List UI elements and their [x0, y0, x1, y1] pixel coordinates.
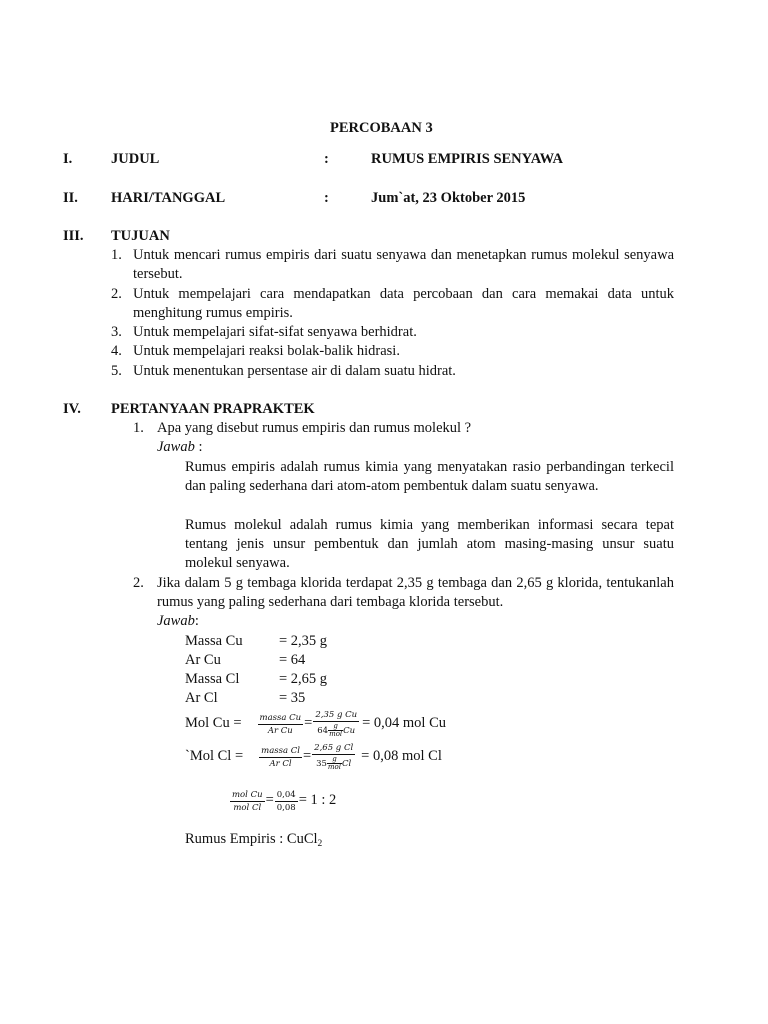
list-item: Untuk mempelajari cara mendapatkan data percobaan dan cara memakai data untuk menghitung rumus empiris.	[133, 286, 674, 322]
section-value: RUMUS EMPIRIS SENYAWA	[371, 151, 564, 167]
fraction-numerator: mol Cu	[232, 789, 263, 800]
answer-paragraph: Rumus molekul adalah rumus kimia yang memberikan informasi secara tepat tentang jenis unsur pembentuk dan jumlah atom masing-masing unsur suatu molekul senyawa.	[185, 517, 674, 572]
denominator-element: Cl	[342, 759, 352, 769]
equation-ratio	[230, 786, 336, 816]
denominator-number: 35	[316, 759, 327, 769]
equation-result: = 0,08 mol Cl	[361, 748, 442, 765]
section-colon: :	[324, 190, 329, 206]
empirical-formula	[185, 830, 322, 854]
unit-denominator: mol	[329, 730, 343, 738]
equation-result: = 0,04 mol Cu	[362, 715, 446, 732]
data-value: = 64	[279, 652, 306, 668]
section-label: HARI/TANGGAL	[111, 190, 226, 206]
fraction-denominator	[312, 755, 355, 771]
fraction	[230, 790, 265, 813]
equation-lhs: Mol Cu =	[185, 715, 242, 732]
fraction-denominator: mol Cl	[233, 802, 262, 813]
jawab-label	[157, 612, 199, 631]
question-number: 1.	[133, 420, 144, 436]
question-text: Jika dalam 5 g tembaga klorida terdapat 2,35 g tembaga dan 2,65 g klorida, tentukanlah rumus yang paling sederhana dari tembaga klorida tersebut.	[157, 575, 674, 611]
section-colon: :	[324, 151, 329, 167]
denominator-element: Cu	[343, 726, 356, 736]
list-item: Untuk mempelajari reaksi bolak-balik hidrasi.	[133, 343, 400, 359]
list-number: 3.	[111, 324, 122, 340]
fraction	[312, 743, 355, 771]
unit-fraction	[328, 723, 343, 738]
section-label: JUDUL	[111, 151, 160, 167]
unit-fraction	[327, 756, 342, 771]
question-number: 2.	[133, 575, 144, 591]
equation-result: = 1 : 2	[298, 792, 337, 809]
page-title: PERCOBAAN 3	[330, 120, 433, 136]
list-number: 4.	[111, 343, 122, 359]
fraction-numerator: 2,65 g Cl	[314, 743, 354, 753]
list-number: 1.	[111, 247, 122, 263]
list-item: Untuk menentukan persentase air di dalam suatu hidrat.	[133, 363, 456, 379]
jawab-word: Jawab	[157, 439, 195, 455]
list-number: 5.	[111, 363, 122, 379]
fraction-numerator: massa Cl	[261, 745, 300, 756]
equation-lhs: `Mol Cl =	[185, 748, 244, 765]
data-value: = 2,35 g	[279, 633, 328, 649]
jawab-colon: :	[194, 439, 203, 455]
equation-mol-cu	[185, 708, 446, 740]
unit-numerator: g	[328, 723, 343, 731]
section-value: Jum`at, 23 Oktober 2015	[371, 190, 526, 206]
section-number: III.	[63, 228, 84, 244]
section-number: I.	[63, 151, 73, 167]
fraction	[275, 790, 298, 813]
data-label: Massa Cl	[185, 671, 240, 687]
answer-paragraph: Rumus empiris adalah rumus kimia yang menyatakan rasio perbandingan terkecil dan paling sederhana dari atom-atom pembentuk dalam suatu senyawa.	[185, 459, 674, 495]
jawab-label	[157, 438, 203, 457]
section-number: II.	[63, 190, 78, 206]
jawab-colon: :	[194, 613, 199, 629]
section-number: IV.	[63, 401, 81, 417]
fraction-numerator: massa Cu	[259, 712, 302, 723]
fraction-numerator: 2,35 g Cu	[315, 710, 358, 720]
data-value: = 35	[279, 690, 306, 706]
data-label: Massa Cu	[185, 633, 243, 649]
list-item: Untuk mempelajari sifat-sifat senyawa berhidrat.	[133, 324, 417, 340]
denominator-number: 64	[317, 726, 329, 736]
equals-sign: =	[265, 792, 274, 809]
equals-sign: =	[302, 748, 312, 765]
fraction-denominator: Ar Cu	[267, 725, 293, 736]
equation-mol-cl	[185, 741, 442, 773]
fraction-numerator: 0,04	[276, 789, 296, 800]
data-label: Ar Cu	[185, 652, 221, 668]
list-item: Untuk mencari rumus empiris dari suatu senyawa dan menetapkan rumus molekul senyawa tersebut.	[133, 247, 674, 283]
empirical-formula-subscript: 2	[317, 839, 323, 849]
equals-sign: =	[304, 715, 313, 732]
unit-numerator: g	[327, 756, 342, 764]
jawab-word: Jawab	[157, 613, 195, 629]
data-label: Ar Cl	[185, 690, 218, 706]
unit-denominator: mol	[327, 763, 342, 771]
section-label: PERTANYAAN PRAPRAKTEK	[111, 401, 315, 417]
fraction	[259, 746, 302, 769]
fraction	[258, 713, 304, 736]
data-value: = 2,65 g	[279, 671, 328, 687]
list-number: 2.	[111, 286, 122, 302]
fraction	[313, 710, 359, 738]
fraction-denominator: 0,08	[276, 802, 296, 813]
fraction-denominator: Ar Cl	[269, 758, 292, 769]
fraction-denominator	[313, 722, 359, 738]
section-label: TUJUAN	[111, 228, 170, 244]
question-text: Apa yang disebut rumus empiris dan rumus molekul ?	[157, 420, 472, 436]
empirical-formula-text: Rumus Empiris : CuCl	[185, 831, 318, 847]
